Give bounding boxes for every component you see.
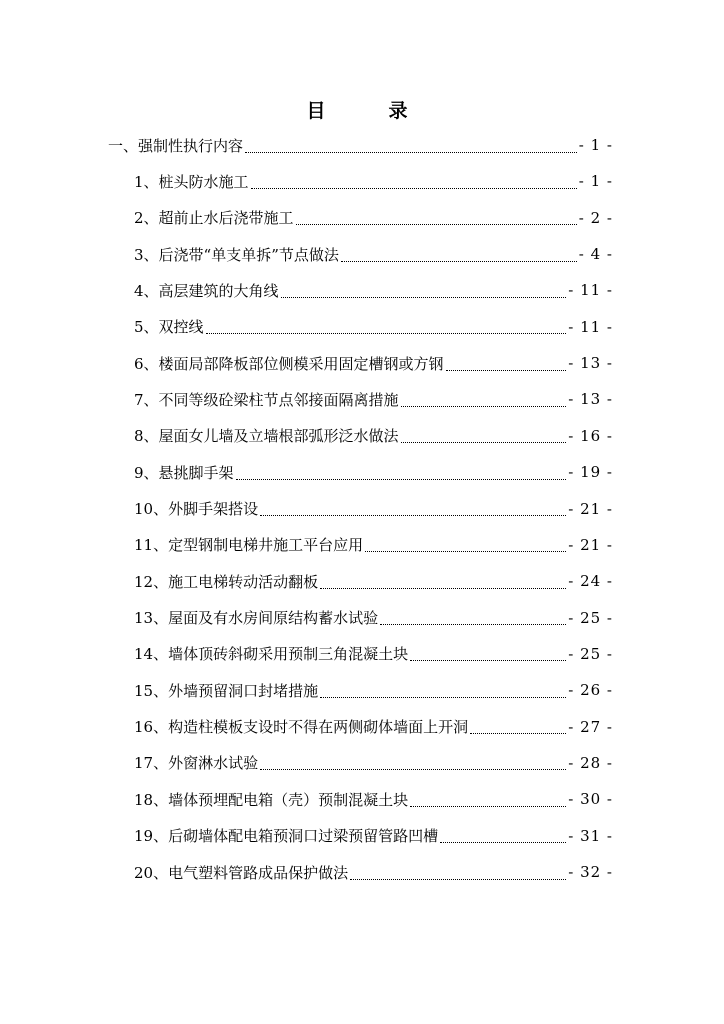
toc-dot-leader [320, 687, 566, 698]
toc-dot-leader [410, 796, 566, 807]
toc-entry-page-number: - 11 - [568, 281, 613, 300]
toc-entry[interactable] [134, 458, 613, 486]
toc-dot-leader [251, 178, 577, 189]
toc-dot-leader [296, 214, 577, 225]
toc-entry[interactable] [134, 822, 613, 850]
toc-entry-page-number: - 4 - [578, 245, 613, 264]
toc-entry-page-number: - 13 - [568, 390, 613, 409]
toc-entry-label: 5、双控线 [134, 318, 204, 337]
toc-entry[interactable] [134, 349, 613, 377]
toc-entry-page-number: - 27 - [568, 717, 613, 736]
toc-dot-leader [446, 360, 567, 371]
toc-entry-label: 9、悬挑脚手架 [134, 463, 234, 482]
toc-entry[interactable] [134, 858, 613, 886]
toc-entry-page-number: - 11 - [568, 317, 613, 336]
toc-entry-label: 13、屋面及有水房间原结构蓄水试验 [134, 609, 379, 628]
toc-dot-leader [380, 614, 566, 625]
toc-entry-page-number: - 32 - [568, 863, 613, 881]
toc-dot-leader [365, 541, 566, 552]
toc-entry[interactable] [134, 204, 613, 232]
toc-entry[interactable] [134, 495, 613, 523]
toc-entry-label: 3、后浇带“单支单拆”节点做法 [134, 245, 339, 264]
toc-dot-leader [260, 759, 566, 770]
toc-dot-leader [410, 650, 566, 661]
toc-entry-page-number: - 26 - [568, 681, 613, 700]
toc-dot-leader [236, 469, 567, 480]
toc-entry[interactable] [134, 422, 613, 450]
toc-dot-leader [260, 505, 566, 516]
toc-entry[interactable] [134, 313, 613, 341]
toc-entry[interactable] [134, 567, 613, 595]
toc-entry-label: 16、构造柱模板支设时不得在两侧砌体墙面上开洞 [134, 718, 469, 737]
toc-entry-label: 17、外窗淋水试验 [134, 754, 259, 773]
toc-entry-page-number: - 24 - [568, 572, 613, 591]
toc-dot-leader [350, 869, 566, 880]
toc-entry-page-number: - 2 - [578, 208, 613, 227]
toc-entry[interactable] [134, 276, 613, 304]
toc-dot-leader [470, 723, 566, 734]
toc-dot-leader [320, 578, 566, 589]
toc-entry-label: 7、不同等级砼梁柱节点邻接面隔离措施 [134, 390, 399, 409]
toc-entry-label: 18、墙体预埋配电箱（壳）预制混凝土块 [134, 790, 409, 809]
toc-entry-label: 20、电气塑料管路成品保护做法 [134, 863, 349, 882]
toc-entry-page-number: - 21 - [568, 535, 613, 554]
toc-entry[interactable] [134, 167, 613, 195]
toc-entry-page-number: - 1 - [578, 136, 613, 154]
toc-entry[interactable] [108, 131, 613, 159]
toc-entry-page-number: - 25 - [568, 644, 613, 663]
toc-entry[interactable] [134, 531, 613, 559]
toc-dot-leader [206, 323, 567, 334]
toc-entry-label: 14、墙体顶砖斜砌采用预制三角混凝土块 [134, 645, 409, 664]
toc-entry[interactable] [134, 240, 613, 268]
toc-entry-page-number: - 31 - [568, 826, 613, 845]
toc-entry[interactable] [134, 604, 613, 632]
toc-dot-leader [440, 832, 566, 843]
toc-entry[interactable] [134, 385, 613, 413]
toc-entry-label: 一、强制性执行内容 [108, 136, 244, 155]
toc-dot-leader [341, 251, 577, 262]
toc-dot-leader [281, 287, 567, 298]
toc-entry-label: 2、超前止水后浇带施工 [134, 209, 294, 228]
toc-entry-page-number: - 19 - [568, 463, 613, 482]
toc-entry-label: 11、定型钢制电梯井施工平台应用 [134, 536, 364, 555]
toc-entry-label: 8、屋面女儿墙及立墙根部弧形泛水做法 [134, 427, 399, 446]
toc-entry[interactable] [134, 676, 613, 704]
toc-entry-page-number: - 16 - [568, 426, 613, 445]
toc-entry-page-number: - 1 - [578, 172, 613, 191]
toc-entry[interactable] [134, 640, 613, 668]
toc-entry-label: 6、楼面局部降板部位侧模采用固定槽钢或方钢 [134, 354, 444, 373]
toc-entry-page-number: - 28 - [568, 753, 613, 772]
toc-title: 目 录 [306, 100, 430, 122]
toc-entry-label: 12、施工电梯转动活动翻板 [134, 572, 319, 591]
toc-entry-label: 19、后砌墙体配电箱预洞口过梁预留管路凹槽 [134, 827, 439, 846]
toc-entry[interactable] [134, 713, 613, 741]
toc-entry[interactable] [134, 785, 613, 813]
toc-entry-page-number: - 13 - [568, 354, 613, 373]
toc-entry-label: 10、外脚手架搭设 [134, 500, 259, 518]
toc-entry-page-number: - 21 - [568, 499, 613, 518]
toc-entry[interactable] [134, 749, 613, 777]
toc-entry-label: 1、桩头防水施工 [134, 172, 249, 191]
toc-entry-label: 4、高层建筑的大角线 [134, 281, 279, 300]
toc-dot-leader [401, 396, 567, 407]
toc-entry-page-number: - 30 - [568, 790, 613, 809]
toc-dot-leader [245, 142, 577, 153]
toc-entry-page-number: - 25 - [568, 608, 613, 627]
toc-entry-label: 15、外墙预留洞口封堵措施 [134, 681, 319, 700]
toc-dot-leader [401, 432, 567, 443]
